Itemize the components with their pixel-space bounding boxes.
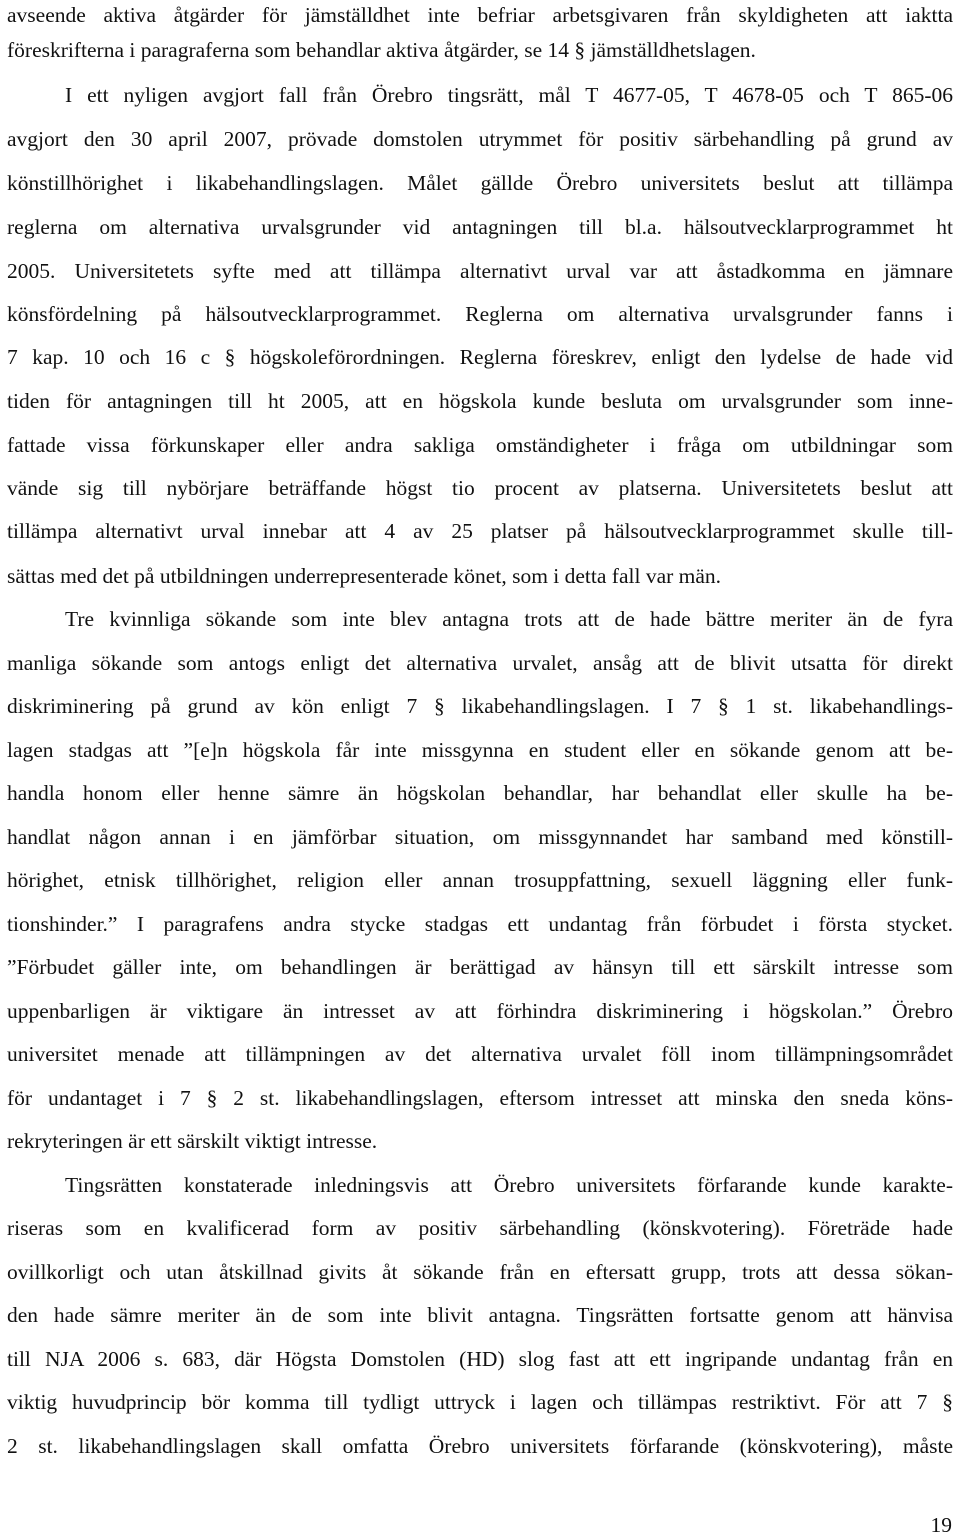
page-number: 19 xyxy=(930,1513,952,1537)
text-line: tillämpa alternativt urval innebar att 4 av 25 platser på hälsoutvecklarprogrammet skulle till- xyxy=(7,519,953,543)
text-line: ovillkorligt och utan åtskillnad givits åt sökande från en eftersatt grupp, trots att dessa sökan- xyxy=(7,1260,953,1284)
text-line: uppenbarligen är viktigare än intresset av att förhindra diskriminering i högskolan.” Örebro xyxy=(7,999,953,1023)
text-line: lagen stadgas att ”[e]n högskola får inte missgynna en student eller en sökande genom att be- xyxy=(7,738,953,762)
text-line: till NJA 2006 s. 683, där Högsta Domstolen (HD) slog fast att ett ingripande undantag från en xyxy=(7,1347,953,1371)
text-line: könsfördelning på hälsoutvecklarprogrammet. Reglerna om alternativa urvalsgrunder fanns i xyxy=(7,302,953,326)
text-line: tiden för antagningen till ht 2005, att en högskola kunde besluta om urvalsgrunder som inne- xyxy=(7,389,953,413)
text-line: riseras som en kvalificerad form av positiv särbehandling (könskvotering). Företräde hade xyxy=(7,1216,953,1240)
text-line: 7 kap. 10 och 16 c § högskoleförordningen. Reglerna föreskrev, enligt den lydelse de hade vid xyxy=(7,345,953,369)
text-line: viktig huvudprincip bör komma till tydligt uttryck i lagen och tillämpas restriktivt. För att 7 § xyxy=(7,1390,953,1414)
text-line: Tingsrätten konstaterade inledningsvis att Örebro universitets förfarande kunde karakte- xyxy=(65,1173,953,1197)
text-line: den hade sämre meriter än de som inte blivit antagna. Tingsrätten fortsatte genom att hänvisa xyxy=(7,1303,953,1327)
text-line: 2005. Universitetets syfte med att tillämpa alternativt urval var att åstadkomma en jämnare xyxy=(7,259,953,283)
text-line: avseende aktiva åtgärder för jämställdhet inte befriar arbetsgivaren från skyldigheten att iaktta xyxy=(7,3,953,27)
text-line: vände sig till nybörjare beträffande högst tio procent av platserna. Universitetets beslut att xyxy=(7,476,953,500)
text-line: diskriminering på grund av kön enligt 7 § likabehandlingslagen. I 7 § 1 st. likabehandlings- xyxy=(7,694,953,718)
text-line: I ett nyligen avgjort fall från Örebro tingsrätt, mål T 4677-05, T 4678-05 och T 865-06 xyxy=(65,83,953,107)
text-line: för undantaget i 7 § 2 st. likabehandlingslagen, eftersom intresset att minska den sneda köns- xyxy=(7,1086,953,1110)
text-line: 2 st. likabehandlingslagen skall omfatta Örebro universitets förfarande (könskvotering), måste xyxy=(7,1434,953,1458)
text-line: hörighet, etnisk tillhörighet, religion eller annan trosuppfattning, sexuell läggning eller funk- xyxy=(7,868,953,892)
text-line: manliga sökande som antogs enligt det alternativa urvalet, ansåg att de blivit utsatta för direkt xyxy=(7,651,953,675)
text-line: universitet menade att tillämpningen av det alternativa urvalet föll inom tillämpningsområdet xyxy=(7,1042,953,1066)
text-line: avgjort den 30 april 2007, prövade domstolen utrymmet för positiv särbehandling på grund av xyxy=(7,127,953,151)
text-line: handlat någon annan i en jämförbar situation, om missgynnandet har samband med könstill- xyxy=(7,825,953,849)
text-line: fattade vissa förkunskaper eller andra sakliga omständigheter i fråga om utbildningar som xyxy=(7,433,953,457)
text-line: tionshinder.” I paragrafens andra stycke stadgas ett undantag från förbudet i första stycket. xyxy=(7,912,953,936)
text-line: sättas med det på utbildningen underrepresenterade könet, som i detta fall var män. xyxy=(7,564,722,588)
text-line: föreskrifterna i paragraferna som behandlar aktiva åtgärder, se 14 § jämställdhetslagen. xyxy=(7,38,756,62)
text-line: ”Förbudet gäller inte, om behandlingen är berättigad av hänsyn till ett särskilt intresse som xyxy=(7,955,953,979)
text-line: rekryteringen är ett särskilt viktigt intresse. xyxy=(7,1129,378,1153)
text-line: handla honom eller henne sämre än högskolan behandlar, har behandlat eller skulle ha be- xyxy=(7,781,953,805)
text-line: könstillhörighet i likabehandlingslagen. Målet gällde Örebro universitets beslut att tillämpa xyxy=(7,171,953,195)
text-line: Tre kvinnliga sökande som inte blev antagna trots att de hade bättre meriter än de fyra xyxy=(65,607,953,631)
text-line: reglerna om alternativa urvalsgrunder vid antagningen till bl.a. hälsoutvecklarprogrammet ht xyxy=(7,215,953,239)
